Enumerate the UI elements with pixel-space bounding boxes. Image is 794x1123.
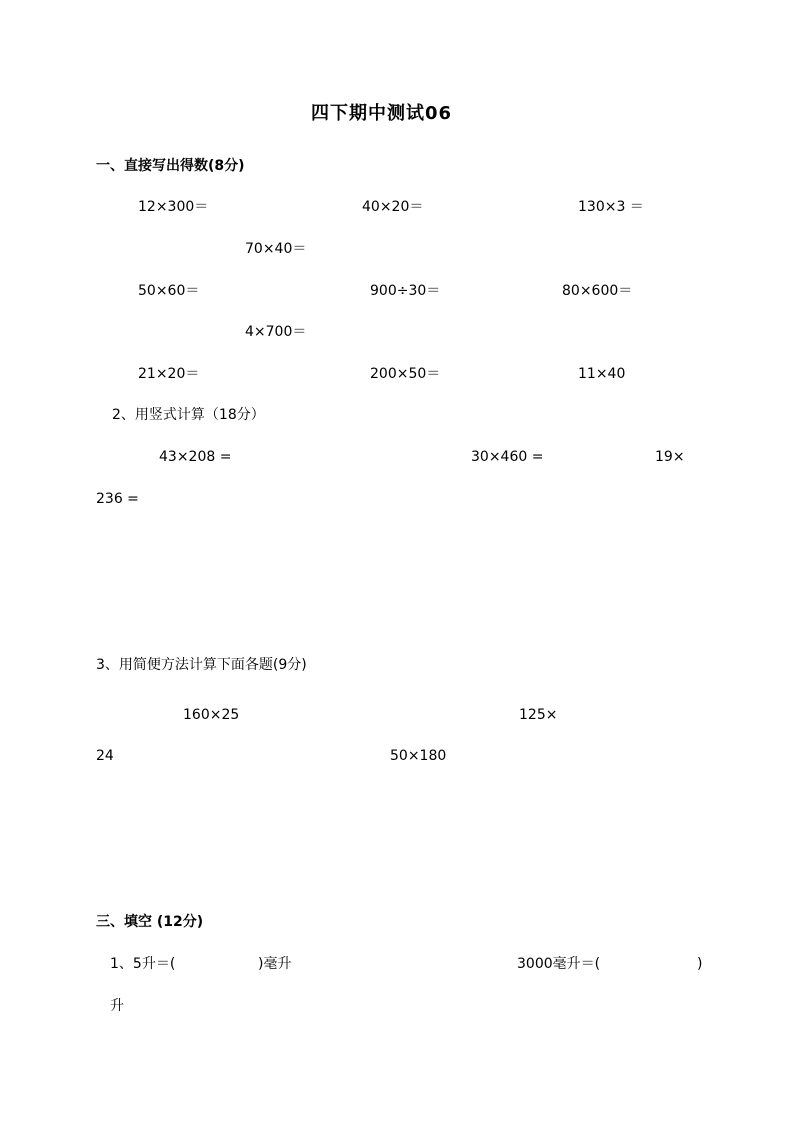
section-heading-vertical-calc: 2、用竖式计算（18分） (112, 407, 265, 423)
problem-text: 80×600＝ (562, 283, 633, 299)
page-title: 四下期中测试06 (311, 103, 453, 124)
problem-text: 11×40 (578, 366, 626, 382)
problem-text: 160×25 (183, 707, 240, 723)
fill-in-text: 升 (110, 998, 124, 1014)
section-heading-mental-math: 一、直接写出得数(8分) (96, 158, 245, 174)
problem-text: 50×180 (390, 748, 447, 764)
problem-text: 900÷30＝ (370, 283, 441, 299)
fill-in-text: 1、5升＝( (110, 956, 176, 972)
problem-text: 12×300＝ (138, 199, 209, 215)
fill-in-text: )毫升 (258, 956, 292, 972)
problem-text: 236 = (96, 491, 139, 507)
section-heading-simplified-calc: 3、用简便方法计算下面各题(9分) (96, 657, 307, 673)
problem-text: 21×20＝ (138, 366, 200, 382)
problem-text: 70×40＝ (245, 241, 307, 257)
fill-in-text: ) (697, 956, 703, 972)
section-heading-fill-in: 三、填空 (12分) (96, 914, 204, 930)
problem-text: 24 (96, 748, 114, 764)
fill-in-text: 3000毫升＝( (517, 956, 601, 972)
problem-text: 125× (519, 707, 558, 723)
problem-text: 43×208 = (159, 449, 232, 465)
problem-text: 200×50＝ (370, 366, 441, 382)
problem-text: 30×460 = (471, 449, 544, 465)
problem-text: 4×700＝ (245, 324, 307, 340)
problem-text: 40×20＝ (362, 199, 424, 215)
problem-text: 19× (655, 449, 685, 465)
problem-text: 50×60＝ (138, 283, 200, 299)
problem-text: 130×3 ＝ (578, 199, 644, 215)
